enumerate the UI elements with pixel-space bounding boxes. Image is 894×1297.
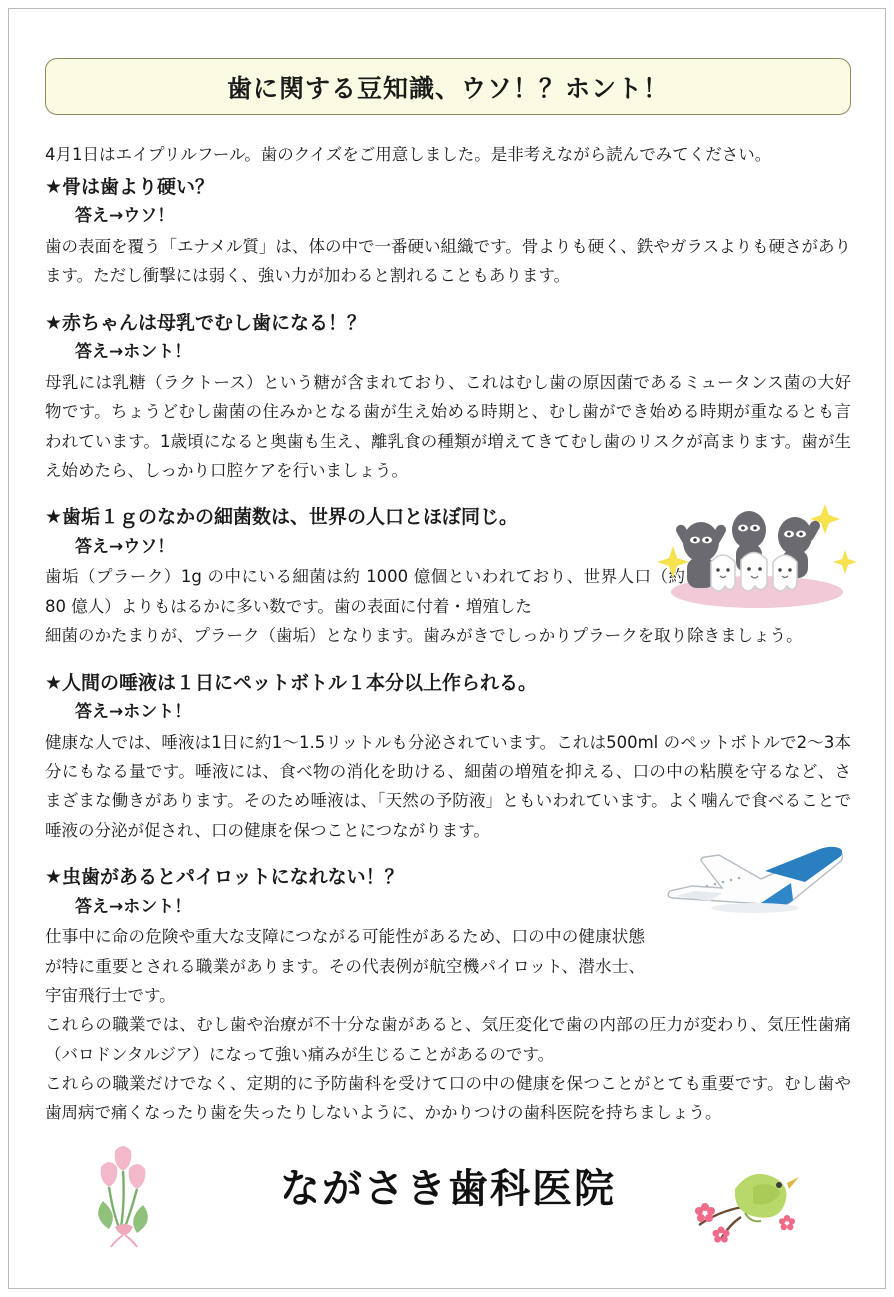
question-answer: 答え→ウソ！ (75, 206, 175, 227)
question-body-part1: 歯垢（プラーク）1g の中にいる細菌は約 1000 億個といわれており、世界人口（約 80 億人）よりもはるかに多い数です。歯の表面に付着・増殖した (45, 567, 685, 616)
question-heading: ★骨は歯より硬い？ (45, 175, 215, 198)
intro-paragraph: 4月1日はエイプリルフール。歯のクイズをご用意しました。是非考えながら読んでみてください。 (45, 145, 772, 164)
question-body: 歯の表面を覆う「エナメル質」は、体の中で一番硬い組織です。骨よりも硬く、鉄やガラスよりも硬さがあります。ただし衝撃には弱く、強い力が加わると割れることもあります。 (45, 237, 851, 286)
question-heading: ★赤ちゃんは母乳でむし歯になる！？ (45, 311, 367, 334)
question-heading: ★歯垢１ｇのなかの細菌数は、世界の人口とほぼ同じ。 (45, 506, 519, 529)
page-title: 歯に関する豆知識、ウソ！？ホント！ (226, 73, 669, 103)
clinic-name: ながさき歯科医院 (280, 1165, 616, 1212)
question-body-part1: 仕事中に命の危険や重大な支障につながる可能性があるため、口の中の健康状態が特に重要とされる職業があります。その代表例が航空機パイロット、潜水士、宇宙飛行士です。 (45, 927, 645, 1005)
question-answer: 答え→ホント！ (75, 701, 192, 722)
question-body-part3: これらの職業だけでなく、定期的に予防歯科を受けて口の中の健康を保つことがとても重要です。むし歯や歯周病で痛くなったり歯を失ったりしないように、かかりつけの歯科医院を持ちましょう。 (45, 1074, 851, 1123)
question-heading: ★虫歯があるとパイロットになれない！？ (45, 866, 404, 889)
clinic-footer (45, 1145, 851, 1265)
document-content (45, 58, 851, 1265)
question-section-1 (45, 172, 851, 291)
question-section-3 (45, 502, 851, 650)
question-answer: 答え→ウソ！ (75, 536, 175, 557)
question-section-4 (45, 668, 851, 846)
question-body-part2: 細菌のかたまりが、プラーク（歯垢）となります。歯みがきでしっかりプラークを取り除きましょう。 (45, 626, 803, 646)
question-section-2 (45, 308, 851, 486)
question-heading: ★人間の唾液は１日にペットボトル１本分以上作られる。 (45, 671, 538, 694)
bird-and-plum-blossom-illustration-icon (691, 1147, 801, 1251)
question-body: 健康な人では、唾液は1日に約1〜1.5リットルも分泌されています。これは500ml のペットボトルで2〜3本分にもなる量です。唾液には、食べ物の消化を助ける、細菌の増殖を抑える、口の中の粘膜を守るなど、さまざまな働きがあります。そのため唾液は、「天然の予防液」ともいわれています。よく噛んで食べることで唾液の分泌が促され、口の健康を保つことにつながります。 (45, 732, 851, 840)
airplane-illustration-icon (643, 836, 843, 950)
question-body: 母乳には乳糖（ラクトース）という糖が含まれており、これはむし歯の原因菌であるミュータンス菌の大好物です。ちょうどむし歯菌の住みかとなる歯が生え始める時期と、むし歯ができ始める時期が重なるとも言われています。1歳頃になると奥歯も生え、離乳食の種類が増えてきてむし歯のリスクが高まります。歯が生え始めたら、しっかり口腔ケアを行いましょう。 (45, 372, 851, 480)
tulip-bouquet-illustration-icon (85, 1139, 165, 1253)
ninja-teeth-illustration-icon (649, 484, 859, 618)
question-section-5 (45, 862, 851, 1128)
question-answer: 答え→ホント！ (75, 896, 192, 917)
document-title-box (45, 58, 851, 115)
question-body-part2: これらの職業では、むし歯や治療が不十分な歯があると、気圧変化で歯の内部の圧力が変わり、気圧性歯痛（バロドンタルジア）になって強い痛みが生じることがあるのです。 (45, 1015, 851, 1064)
question-answer: 答え→ホント！ (75, 342, 192, 363)
